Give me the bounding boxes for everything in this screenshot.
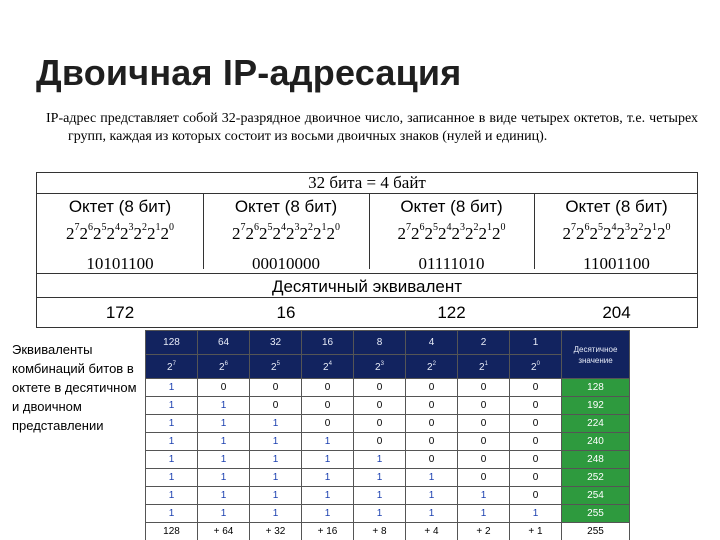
weight-cell: 1 [510,331,562,355]
decimal-row [37,303,697,325]
exponent-cell: $2^0$ [510,355,562,379]
weight-cell: 16 [302,331,354,355]
bit-cell: 1 [146,379,198,397]
bit-cell: 1 [250,415,302,433]
exponents-row [146,355,630,379]
sum-cell: + 2 [458,523,510,540]
bit-cell: 1 [198,505,250,523]
bit-cell: 1 [302,451,354,469]
bit-cell: 0 [458,415,510,433]
powers-octet-1: $2^72^62^52^42^32^22^12^0$ [66,222,174,243]
octet-decimal-1: 172 [105,303,135,322]
bit-cell: 1 [250,469,302,487]
bit-cell: 1 [302,433,354,451]
exponent-cell: $2^5$ [250,355,302,379]
exponent-cell: $2^2$ [406,355,458,379]
weights-row [146,331,630,355]
bit-cell: 0 [354,397,406,415]
bit-cell: 0 [250,379,302,397]
bit-cell: 0 [510,397,562,415]
bit-cell: 0 [510,433,562,451]
bit-cell: 1 [146,469,198,487]
weight-cell: 64 [198,331,250,355]
octet-decimal-3: 122 [437,303,466,322]
powers-octet-4: $2^72^62^52^42^32^22^12^0$ [562,222,671,243]
bit-cell: 0 [406,451,458,469]
bit-cell: 0 [302,415,354,433]
bit-cell: 1 [198,487,250,505]
decimal-value-cell: 255 [562,505,630,523]
bit-cell: 0 [510,487,562,505]
bit-cell: 0 [354,415,406,433]
octet-binary-2: 00010000 [252,254,320,273]
bit-cell: 1 [146,433,198,451]
bit-cell: 1 [146,397,198,415]
binary-row [37,254,697,274]
sum-total-cell: 255 [562,523,630,540]
exponent-cell: $2^3$ [354,355,406,379]
weight-cell: 8 [354,331,406,355]
ip-octet-table [36,172,698,328]
bit-cell: 1 [354,487,406,505]
octet-decimal-4: 204 [602,303,631,322]
decimal-value-header: Десятичное значение [562,331,630,379]
octet-decimal-2: 16 [276,303,296,322]
octet-label-3: Октет (8 бит) [400,197,503,216]
octet-binary-4: 11001100 [583,254,650,273]
bit-cell: 1 [198,469,250,487]
bit-cell: 1 [406,487,458,505]
bit-cell: 0 [510,469,562,487]
bit-cell: 1 [146,505,198,523]
bit-cell: 1 [198,415,250,433]
bit-combination-table [145,330,630,540]
sum-cell: + 32 [250,523,302,540]
bit-cell: 1 [198,433,250,451]
weight-cell: 2 [458,331,510,355]
bit-cell: 1 [146,415,198,433]
bit-cell: 0 [406,415,458,433]
bit-cell: 0 [510,451,562,469]
exponent-cell: $2^1$ [458,355,510,379]
bit-cell: 0 [458,433,510,451]
total-bits-header: 32 бита = 4 байт [308,173,426,192]
bit-cell: 0 [354,379,406,397]
bit-cell: 1 [198,397,250,415]
sum-cell: + 1 [510,523,562,540]
octet-label-2: Октет (8 бит) [234,197,338,216]
sum-cell: + 64 [198,523,250,540]
bit-cell: 1 [406,505,458,523]
decimal-equivalent-label: Десятичный эквивалент [271,277,463,296]
bit-cell: 0 [302,397,354,415]
table-row [146,469,630,487]
bit-cell: 0 [406,433,458,451]
weight-cell: 32 [250,331,302,355]
decimal-value-cell: 192 [562,397,630,415]
bit-cell: 0 [406,397,458,415]
bit-cell: 0 [510,379,562,397]
bit-cell: 1 [250,451,302,469]
decimal-value-cell: 240 [562,433,630,451]
table-row [146,415,630,433]
bit-cell: 1 [354,469,406,487]
table-row [146,397,630,415]
powers-row [37,222,697,246]
bit-cell: 0 [302,379,354,397]
decimal-value-cell: 224 [562,415,630,433]
powers-octet-2: $2^72^62^52^42^32^22^12^0$ [232,222,340,243]
sum-cell: + 16 [302,523,354,540]
decimal-value-cell: 248 [562,451,630,469]
bit-cell: 0 [458,397,510,415]
bit-cell: 1 [458,505,510,523]
bit-cell: 1 [354,451,406,469]
bit-cell: 1 [250,433,302,451]
exponent-cell: $2^7$ [146,355,198,379]
bit-cell: 0 [458,379,510,397]
table-row [146,433,630,451]
bit-cell: 0 [198,379,250,397]
powers-octet-3: $2^72^62^52^42^32^22^12^0$ [397,222,506,243]
bit-cell: 1 [510,505,562,523]
sum-cell: 128 [146,523,198,540]
bit-cell: 1 [250,505,302,523]
bit-cell: 1 [302,469,354,487]
bit-cell: 0 [458,451,510,469]
bit-cell: 1 [354,505,406,523]
weight-cell: 4 [406,331,458,355]
bit-cell: 1 [406,469,458,487]
bit-cell: 0 [458,469,510,487]
intro-paragraph: IP-адрес представляет собой 32-разрядное двоичное число, записанное в виде четырех октетов, т.е. четырех групп, каждая из которых состоит из восьми двоичных знаков (нулей и единиц). [46,111,698,144]
decimal-value-cell: 128 [562,379,630,397]
bit-cell: 1 [250,487,302,505]
weight-cell: 128 [146,331,198,355]
bit-cell: 1 [302,505,354,523]
table-row [146,505,630,523]
bit-cell: 0 [510,415,562,433]
decimal-value-cell: 252 [562,469,630,487]
bit-cell: 1 [146,487,198,505]
equivalents-caption: Эквиваленты комбинаций битов в октете в десятичном и двоичном представлении [12,342,137,433]
page-title: Двоичная IP-адресация [36,52,462,93]
octet-label-row [37,197,697,219]
table-row [146,487,630,505]
decimal-value-cell: 254 [562,487,630,505]
octet-binary-1: 10101100 [86,254,154,273]
octet-label-4: Октет (8 бит) [565,197,668,216]
table-row [146,451,630,469]
bit-cell: 0 [406,379,458,397]
exponent-cell: $2^6$ [198,355,250,379]
table-row [146,379,630,397]
exponent-cell: $2^4$ [302,355,354,379]
octet-label-1: Октет (8 бит) [68,197,172,216]
sum-cell: + 8 [354,523,406,540]
octet-binary-3: 01111010 [418,254,485,273]
bit-cell: 0 [354,433,406,451]
bit-cell: 1 [302,487,354,505]
sum-cell: + 4 [406,523,458,540]
bit-cell: 0 [250,397,302,415]
bit-cell: 1 [146,451,198,469]
bit-cell: 1 [198,451,250,469]
sum-row [146,523,630,540]
bit-cell: 1 [458,487,510,505]
